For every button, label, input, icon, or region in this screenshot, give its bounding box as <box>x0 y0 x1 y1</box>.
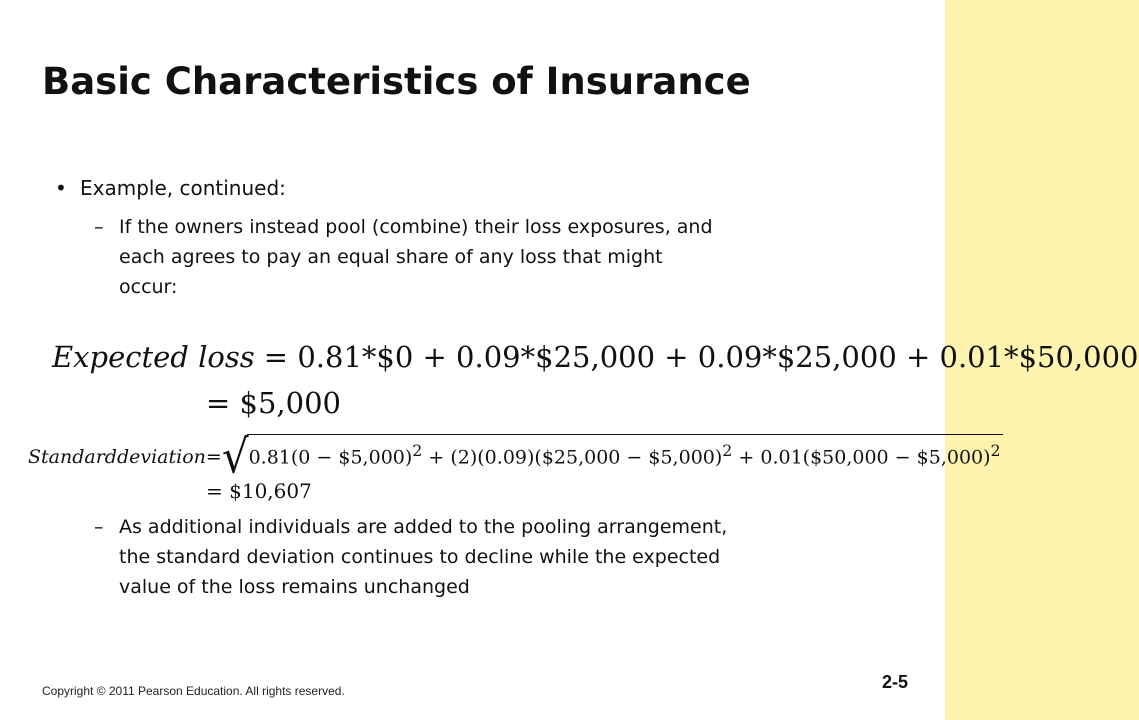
equals-sign: = <box>205 446 222 468</box>
exponent: 2 <box>722 441 733 460</box>
sd-term-2: (2)(0.09)($25,000 − $5,000) <box>450 446 723 469</box>
subbullet-line: occur: <box>119 276 178 298</box>
copyright-footer: Copyright © 2011 Pearson Education. All rights reserved. <box>42 684 345 698</box>
expected-loss-equation <box>52 340 1139 374</box>
expected-loss-expression: 0.81*$0 + 0.09*$25,000 + 0.09*$25,000 + 0.01*$50,000 <box>297 340 1139 374</box>
sd-term-3: 0.01($50,000 − $5,000) <box>760 446 991 469</box>
dash-marker: – <box>94 516 104 538</box>
standard-deviation-equation <box>28 429 1003 484</box>
bullet-example <box>55 176 286 200</box>
exponent: 2 <box>990 441 1001 460</box>
square-root-icon: √ <box>221 429 249 484</box>
bullet-marker: • <box>55 176 67 200</box>
page-number: 2-5 <box>882 672 909 692</box>
subbullet-line: value of the loss remains unchanged <box>119 576 470 598</box>
expected-loss-label: Expected loss <box>52 340 255 374</box>
sd-term-1: 0.81(0 − $5,000) <box>248 446 413 469</box>
radicand <box>247 434 1003 468</box>
subbullet-additional <box>94 512 727 602</box>
slide-title: Basic Characteristics of Insurance <box>42 60 751 103</box>
expected-loss-result: = $5,000 <box>206 386 341 420</box>
subbullet-line: As additional individuals are added to the pooling arrangement, <box>119 516 728 538</box>
standard-deviation-label: Standarddeviation <box>28 446 206 468</box>
plus-sign: + <box>732 446 761 469</box>
plus-sign: + <box>422 446 451 469</box>
subbullet-line: the standard deviation continues to decline while the expected <box>119 546 721 568</box>
subbullet-pooling <box>94 212 713 302</box>
dash-marker: – <box>94 216 104 238</box>
subbullet-line: each agrees to pay an equal share of any loss that might <box>119 246 663 268</box>
standard-deviation-result: = $10,607 <box>206 479 312 503</box>
subbullet-line: If the owners instead pool (combine) their loss exposures, and <box>119 216 713 238</box>
bullet-text: Example, continued: <box>80 176 286 200</box>
exponent: 2 <box>412 441 423 460</box>
equals-sign: = <box>254 340 298 374</box>
